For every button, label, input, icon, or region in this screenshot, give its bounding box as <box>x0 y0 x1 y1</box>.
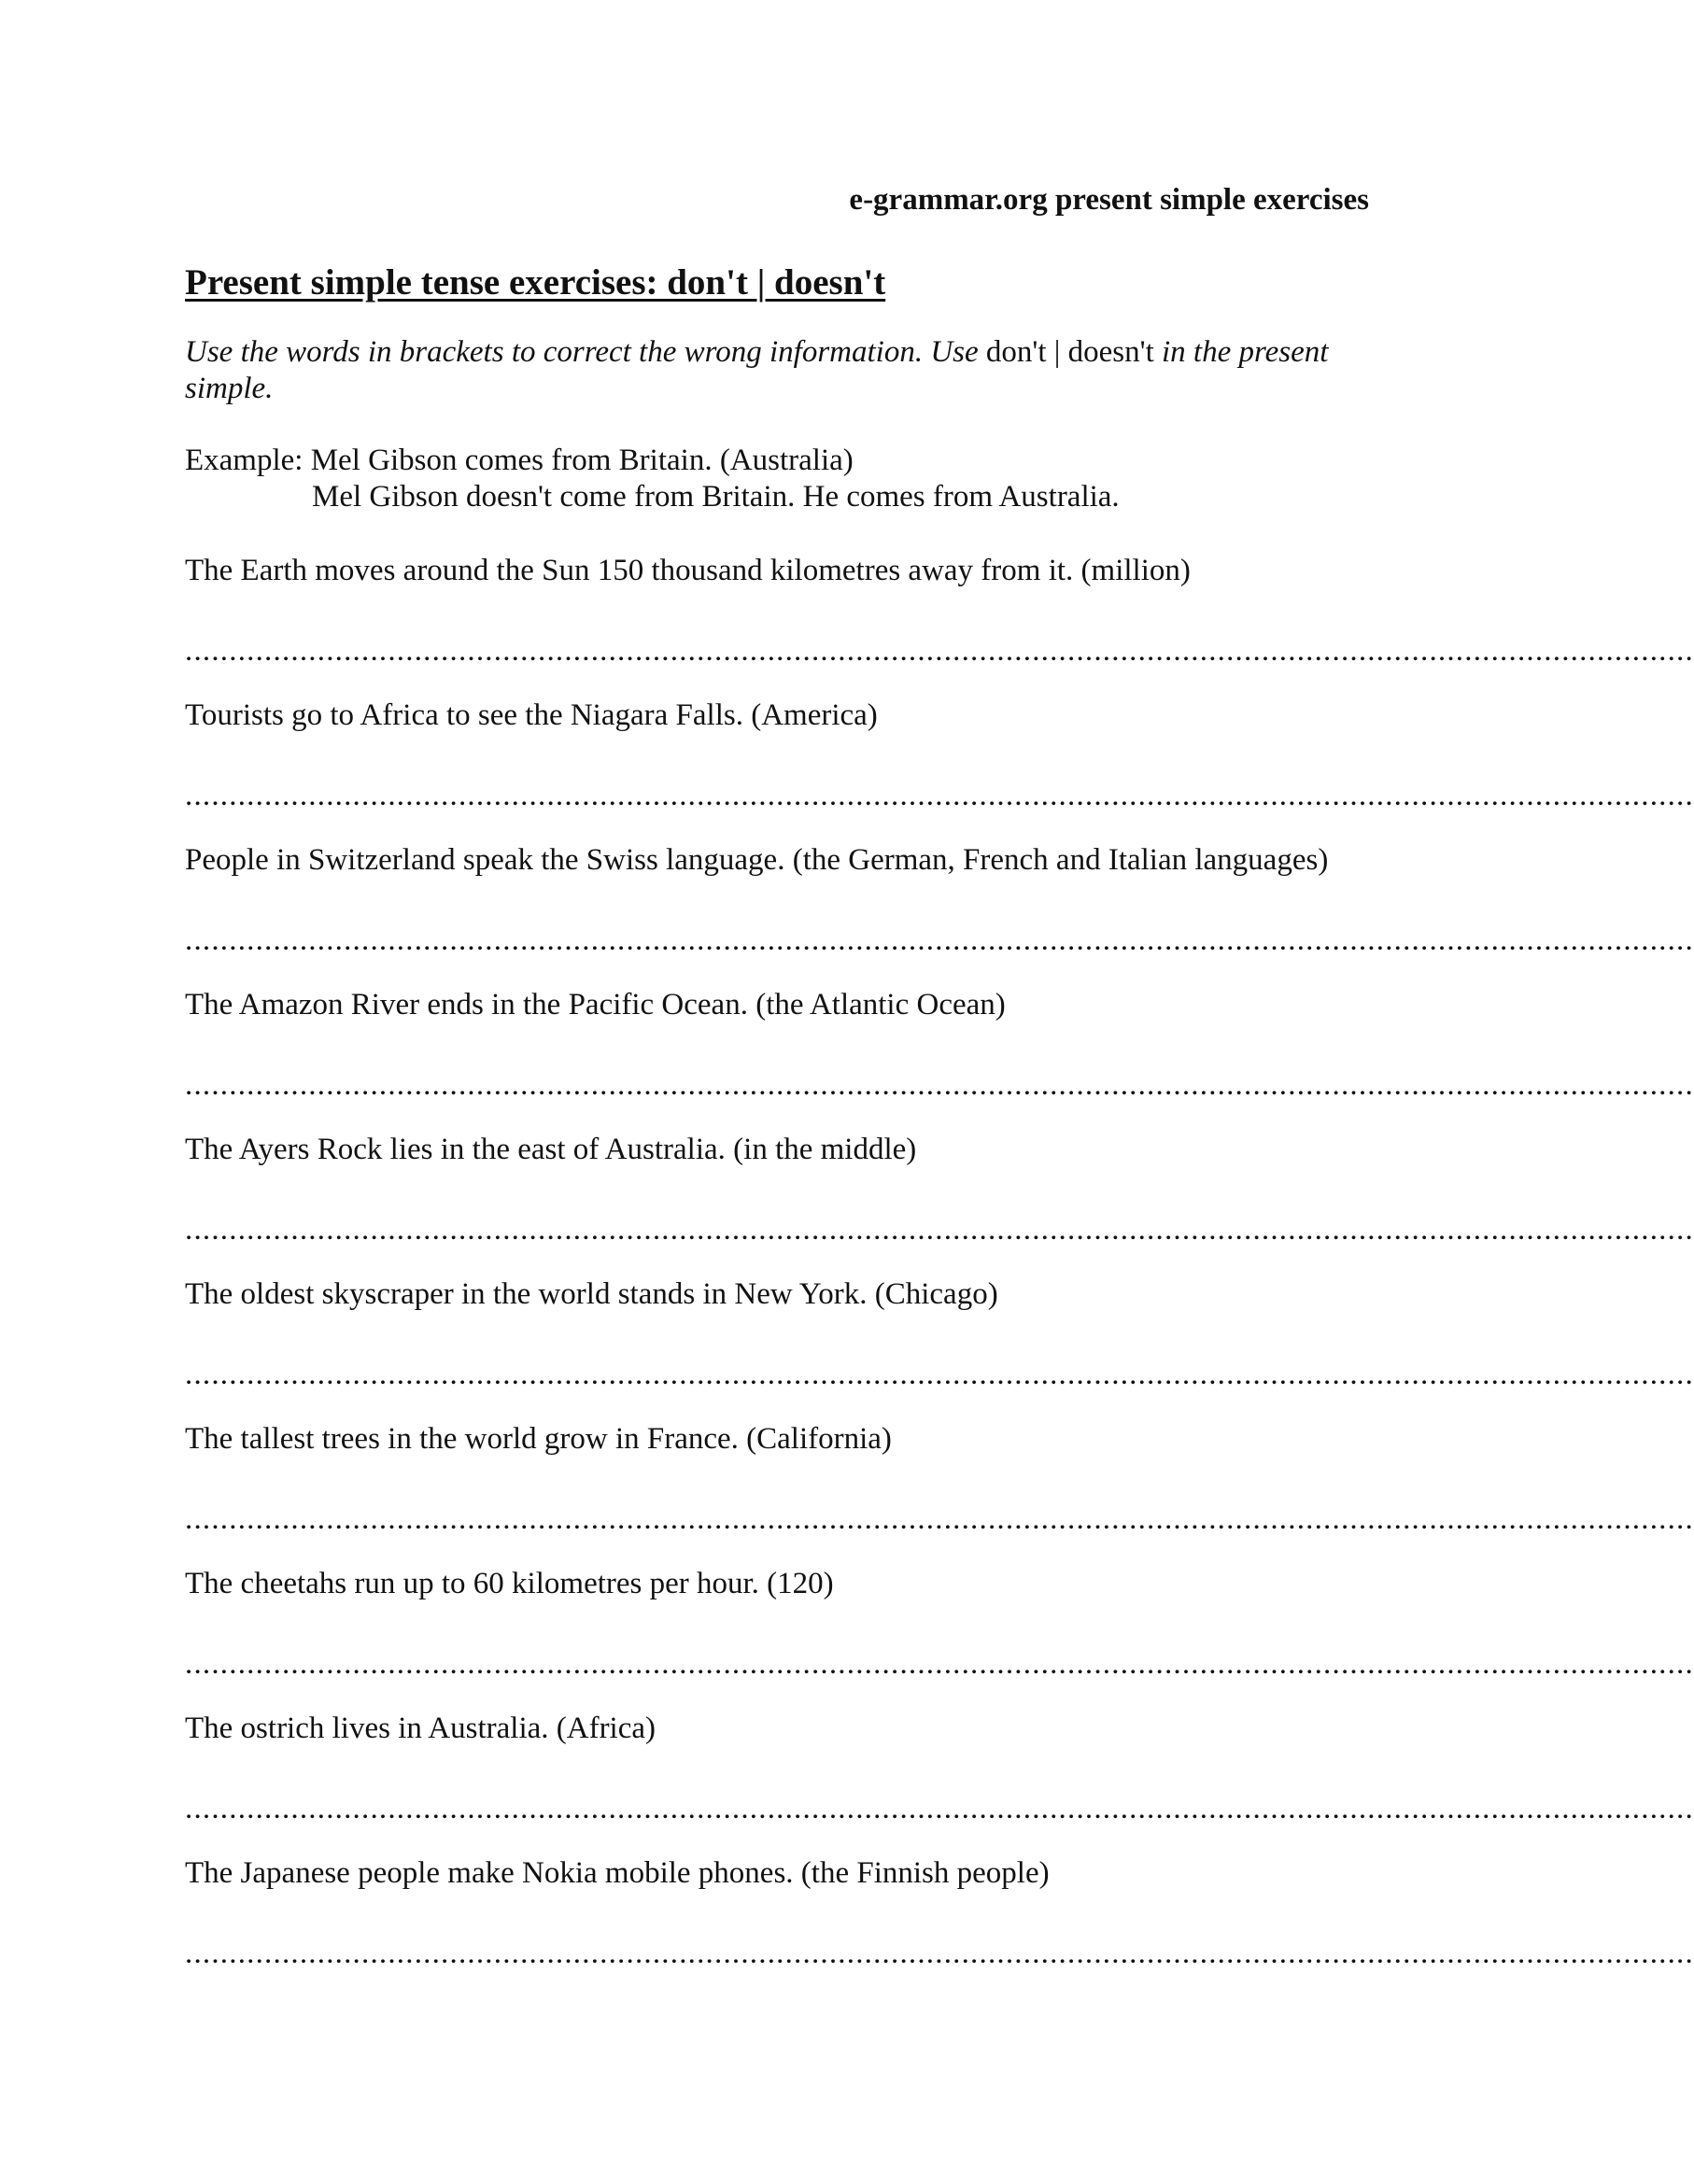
exercise-item <box>185 692 1694 837</box>
instructions-text-1: Use the words in brackets to correct the wrong information. Use <box>185 335 979 369</box>
exercise-sentence: The ostrich lives in Australia. (Africa) <box>185 1712 656 1745</box>
answer-line[interactable]: ........................................................................................................................................................................... <box>185 923 1694 957</box>
exercise-sentence: The Amazon River ends in the Pacific Ocean. (the Atlantic Ocean) <box>185 988 1006 1022</box>
exercise-sentence: People in Switzerland speak the Swiss language. (the German, French and Italian languages) <box>185 843 1329 877</box>
site-header: e-grammar.org present simple exercises <box>849 183 1369 217</box>
exercise-sentence: The Japanese people make Nokia mobile phones. (the Finnish people) <box>185 1856 1050 1890</box>
exercise-item <box>185 837 1694 981</box>
exercise-sentence: The cheetahs run up to 60 kilometres per hour. (120) <box>185 1567 834 1600</box>
answer-line[interactable]: ........................................................................................................................................................................... <box>185 1358 1694 1391</box>
exercise-item <box>185 1705 1694 1850</box>
answer-line[interactable]: ........................................................................................................................................................................... <box>185 1647 1694 1681</box>
instructions <box>185 334 1369 407</box>
exercise-item <box>185 1126 1694 1271</box>
exercise-item <box>185 1850 1694 1994</box>
example-label: Example: <box>185 444 304 477</box>
example-block <box>185 443 1120 515</box>
exercise-sentence: The Earth moves around the Sun 150 thousand kilometres away from it. (million) <box>185 554 1191 587</box>
exercise-item <box>185 1560 1694 1705</box>
answer-line[interactable]: ........................................................................................................................................................................... <box>185 634 1694 668</box>
answer-line[interactable]: ........................................................................................................................................................................... <box>185 779 1694 812</box>
instructions-text-2: in the present simple. <box>185 335 1329 405</box>
exercise-sentence: Tourists go to Africa to see the Niagara Falls. (America) <box>185 698 878 732</box>
exercise-sentence: The oldest skyscraper in the world stands in New York. (Chicago) <box>185 1277 998 1311</box>
answer-line[interactable]: ........................................................................................................................................................................... <box>185 1937 1694 1970</box>
exercise-item <box>185 981 1694 1126</box>
answer-line[interactable]: ........................................................................................................................................................................... <box>185 1068 1694 1102</box>
answer-line[interactable]: ........................................................................................................................................................................... <box>185 1213 1694 1247</box>
exercise-item <box>185 547 1694 692</box>
exercise-sentence: The Ayers Rock lies in the east of Australia. (in the middle) <box>185 1133 917 1166</box>
exercise-item <box>185 1271 1694 1416</box>
page-title: Present simple tense exercises: don't | doesn't <box>185 262 886 303</box>
example-answer: Mel Gibson doesn't come from Britain. He comes from Australia. <box>312 480 1120 514</box>
answer-line[interactable]: ........................................................................................................................................................................... <box>185 1792 1694 1825</box>
exercise-sentence: The tallest trees in the world grow in France. (California) <box>185 1422 892 1456</box>
answer-line[interactable]: ........................................................................................................................................................................... <box>185 1502 1694 1536</box>
example-line <box>185 443 1120 479</box>
instructions-keywords: don't | doesn't <box>985 335 1154 369</box>
exercise-item <box>185 1416 1694 1560</box>
example-sentence: Mel Gibson comes from Britain. (Australia) <box>310 444 854 477</box>
exercise-list <box>185 547 1694 1994</box>
